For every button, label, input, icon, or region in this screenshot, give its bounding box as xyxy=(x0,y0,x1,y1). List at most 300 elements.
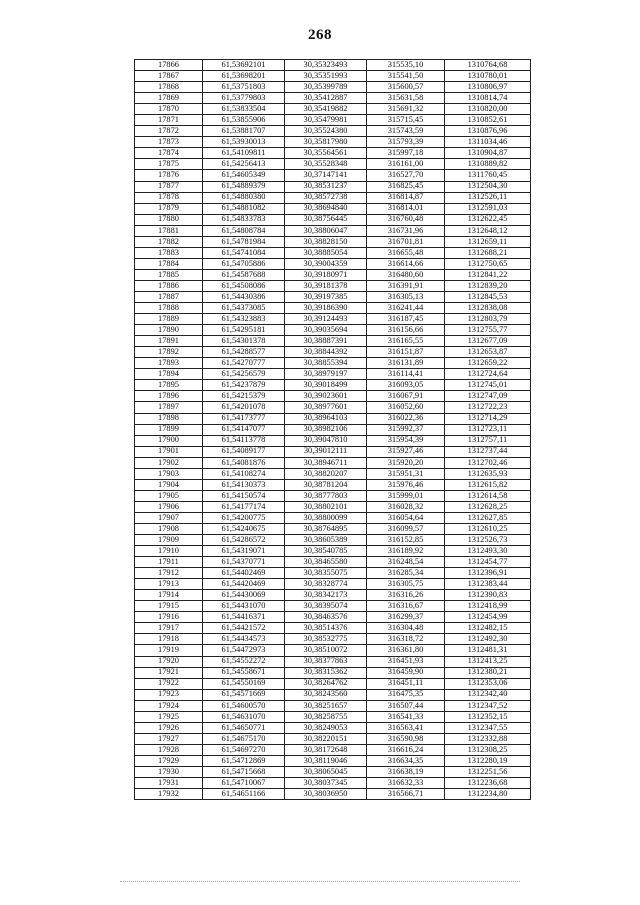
latitude-cell: 61,54240675 xyxy=(203,523,285,534)
table-row xyxy=(135,369,531,380)
table-row xyxy=(135,203,531,214)
x-coordinate-cell: 316825,45 xyxy=(367,181,445,192)
latitude-cell: 61,54715668 xyxy=(203,767,285,778)
table-row xyxy=(135,93,531,104)
longitude-cell: 30,38264762 xyxy=(285,678,367,689)
longitude-cell: 30,38964103 xyxy=(285,413,367,424)
point-number-cell: 17872 xyxy=(135,126,203,137)
longitude-cell: 30,35399789 xyxy=(285,82,367,93)
latitude-cell: 61,54508086 xyxy=(203,280,285,291)
latitude-cell: 61,54215379 xyxy=(203,391,285,402)
point-number-cell: 17907 xyxy=(135,512,203,523)
table-row xyxy=(135,391,531,402)
latitude-cell: 61,54173777 xyxy=(203,413,285,424)
table-row xyxy=(135,767,531,778)
longitude-cell: 30,38395074 xyxy=(285,601,367,612)
longitude-cell: 30,39023601 xyxy=(285,391,367,402)
point-number-cell: 17922 xyxy=(135,678,203,689)
latitude-cell: 61,54147077 xyxy=(203,424,285,435)
longitude-cell: 30,38463576 xyxy=(285,612,367,623)
latitude-cell: 61,54113778 xyxy=(203,435,285,446)
point-number-cell: 17921 xyxy=(135,667,203,678)
x-coordinate-cell: 316814,87 xyxy=(367,192,445,203)
longitude-cell: 30,38243560 xyxy=(285,689,367,700)
point-number-cell: 17899 xyxy=(135,424,203,435)
longitude-cell: 30,35412887 xyxy=(285,93,367,104)
point-number-cell: 17895 xyxy=(135,380,203,391)
latitude-cell: 61,54833783 xyxy=(203,214,285,225)
table-row xyxy=(135,225,531,236)
longitude-cell: 30,39047810 xyxy=(285,435,367,446)
y-coordinate-cell: 1312454,77 xyxy=(445,557,531,568)
x-coordinate-cell: 316093,05 xyxy=(367,380,445,391)
table-row xyxy=(135,711,531,722)
point-number-cell: 17874 xyxy=(135,148,203,159)
x-coordinate-cell: 316814,01 xyxy=(367,203,445,214)
table-row xyxy=(135,325,531,336)
point-number-cell: 17917 xyxy=(135,623,203,634)
latitude-cell: 61,54587688 xyxy=(203,269,285,280)
point-number-cell: 17879 xyxy=(135,203,203,214)
point-number-cell: 17900 xyxy=(135,435,203,446)
point-number-cell: 17913 xyxy=(135,579,203,590)
point-number-cell: 17918 xyxy=(135,634,203,645)
table-row xyxy=(135,424,531,435)
y-coordinate-cell: 1310814,74 xyxy=(445,93,531,104)
longitude-cell: 30,38694840 xyxy=(285,203,367,214)
longitude-cell: 30,38342173 xyxy=(285,590,367,601)
point-number-cell: 17903 xyxy=(135,468,203,479)
y-coordinate-cell: 1312677,09 xyxy=(445,336,531,347)
table-row xyxy=(135,280,531,291)
table-row xyxy=(135,402,531,413)
y-coordinate-cell: 1312628,25 xyxy=(445,501,531,512)
longitude-cell: 30,39004359 xyxy=(285,258,367,269)
table-row xyxy=(135,667,531,678)
point-number-cell: 17911 xyxy=(135,557,203,568)
latitude-cell: 61,54256413 xyxy=(203,159,285,170)
table-row xyxy=(135,214,531,225)
longitude-cell: 30,38844392 xyxy=(285,347,367,358)
y-coordinate-cell: 1312723,11 xyxy=(445,424,531,435)
longitude-cell: 30,35817980 xyxy=(285,137,367,148)
x-coordinate-cell: 316451,11 xyxy=(367,678,445,689)
x-coordinate-cell: 316563,41 xyxy=(367,722,445,733)
y-coordinate-cell: 1312352,15 xyxy=(445,711,531,722)
y-coordinate-cell: 1312615,82 xyxy=(445,479,531,490)
y-coordinate-cell: 1310889,82 xyxy=(445,159,531,170)
latitude-cell: 61,54109811 xyxy=(203,148,285,159)
point-number-cell: 17924 xyxy=(135,700,203,711)
latitude-cell: 61,54650771 xyxy=(203,722,285,733)
longitude-cell: 30,38355075 xyxy=(285,568,367,579)
latitude-cell: 61,54301378 xyxy=(203,336,285,347)
latitude-cell: 61,54472973 xyxy=(203,645,285,656)
point-number-cell: 17897 xyxy=(135,402,203,413)
coordinates-table xyxy=(134,59,531,800)
point-number-cell: 17901 xyxy=(135,446,203,457)
x-coordinate-cell: 316054,64 xyxy=(367,512,445,523)
y-coordinate-cell: 1312390,83 xyxy=(445,590,531,601)
table-row xyxy=(135,303,531,314)
x-coordinate-cell: 316052,60 xyxy=(367,402,445,413)
longitude-cell: 30,38510072 xyxy=(285,645,367,656)
y-coordinate-cell: 1312308,25 xyxy=(445,744,531,755)
latitude-cell: 61,54605349 xyxy=(203,170,285,181)
y-coordinate-cell: 1310820,00 xyxy=(445,104,531,115)
y-coordinate-cell: 1312659,11 xyxy=(445,236,531,247)
y-coordinate-cell: 1312481,31 xyxy=(445,645,531,656)
x-coordinate-cell: 316285,34 xyxy=(367,568,445,579)
point-number-cell: 17892 xyxy=(135,347,203,358)
y-coordinate-cell: 1310764,68 xyxy=(445,60,531,71)
latitude-cell: 61,54705886 xyxy=(203,258,285,269)
longitude-cell: 30,35524380 xyxy=(285,126,367,137)
longitude-cell: 30,38946711 xyxy=(285,457,367,468)
longitude-cell: 30,38756445 xyxy=(285,214,367,225)
latitude-cell: 61,54108274 xyxy=(203,468,285,479)
y-coordinate-cell: 1312234,80 xyxy=(445,789,531,800)
x-coordinate-cell: 316391,91 xyxy=(367,280,445,291)
latitude-cell: 61,54402469 xyxy=(203,568,285,579)
y-coordinate-cell: 1312251,56 xyxy=(445,767,531,778)
longitude-cell: 30,38036950 xyxy=(285,789,367,800)
x-coordinate-cell: 315954,39 xyxy=(367,435,445,446)
latitude-cell: 61,54710067 xyxy=(203,778,285,789)
y-coordinate-cell: 1312659,22 xyxy=(445,358,531,369)
y-coordinate-cell: 1312347,55 xyxy=(445,722,531,733)
table-row xyxy=(135,159,531,170)
x-coordinate-cell: 316241,44 xyxy=(367,303,445,314)
longitude-cell: 30,38806047 xyxy=(285,225,367,236)
latitude-cell: 61,54550169 xyxy=(203,678,285,689)
table-row xyxy=(135,523,531,534)
y-coordinate-cell: 1312418,99 xyxy=(445,601,531,612)
latitude-cell: 61,54430386 xyxy=(203,291,285,302)
point-number-cell: 17909 xyxy=(135,535,203,546)
table-row xyxy=(135,468,531,479)
y-coordinate-cell: 1312353,06 xyxy=(445,678,531,689)
point-number-cell: 17881 xyxy=(135,225,203,236)
latitude-cell: 61,53881707 xyxy=(203,126,285,137)
longitude-cell: 30,38572738 xyxy=(285,192,367,203)
longitude-cell: 30,38119046 xyxy=(285,755,367,766)
point-number-cell: 17898 xyxy=(135,413,203,424)
table-row xyxy=(135,634,531,645)
table-row xyxy=(135,612,531,623)
point-number-cell: 17914 xyxy=(135,590,203,601)
longitude-cell: 30,35419882 xyxy=(285,104,367,115)
point-number-cell: 17882 xyxy=(135,236,203,247)
x-coordinate-cell: 316566,71 xyxy=(367,789,445,800)
point-number-cell: 17904 xyxy=(135,479,203,490)
point-number-cell: 17929 xyxy=(135,755,203,766)
point-number-cell: 17889 xyxy=(135,314,203,325)
y-coordinate-cell: 1312280,19 xyxy=(445,755,531,766)
table-row xyxy=(135,535,531,546)
y-coordinate-cell: 1310876,96 xyxy=(445,126,531,137)
point-number-cell: 17878 xyxy=(135,192,203,203)
x-coordinate-cell: 315600,57 xyxy=(367,82,445,93)
latitude-cell: 61,54150574 xyxy=(203,490,285,501)
table-row xyxy=(135,700,531,711)
x-coordinate-cell: 316299,37 xyxy=(367,612,445,623)
point-number-cell: 17925 xyxy=(135,711,203,722)
table-row xyxy=(135,546,531,557)
longitude-cell: 30,38777803 xyxy=(285,490,367,501)
table-row xyxy=(135,645,531,656)
y-coordinate-cell: 1311034,46 xyxy=(445,137,531,148)
longitude-cell: 30,38531237 xyxy=(285,181,367,192)
point-number-cell: 17884 xyxy=(135,258,203,269)
point-number-cell: 17915 xyxy=(135,601,203,612)
longitude-cell: 30,38220151 xyxy=(285,733,367,744)
latitude-cell: 61,53751803 xyxy=(203,82,285,93)
y-coordinate-cell: 1312747,09 xyxy=(445,391,531,402)
x-coordinate-cell: 316614,66 xyxy=(367,258,445,269)
point-number-cell: 17887 xyxy=(135,291,203,302)
longitude-cell: 30,39186390 xyxy=(285,303,367,314)
table-row xyxy=(135,269,531,280)
longitude-cell: 30,39012111 xyxy=(285,446,367,457)
longitude-cell: 30,39180971 xyxy=(285,269,367,280)
x-coordinate-cell: 316248,54 xyxy=(367,557,445,568)
latitude-cell: 61,54130373 xyxy=(203,479,285,490)
table-row xyxy=(135,358,531,369)
latitude-cell: 61,53833504 xyxy=(203,104,285,115)
point-number-cell: 17906 xyxy=(135,501,203,512)
table-row xyxy=(135,104,531,115)
latitude-cell: 61,54370771 xyxy=(203,557,285,568)
latitude-cell: 61,54781984 xyxy=(203,236,285,247)
x-coordinate-cell: 315793,39 xyxy=(367,137,445,148)
y-coordinate-cell: 1312347,52 xyxy=(445,700,531,711)
longitude-cell: 30,35351993 xyxy=(285,71,367,82)
point-number-cell: 17868 xyxy=(135,82,203,93)
point-number-cell: 17890 xyxy=(135,325,203,336)
table-row xyxy=(135,557,531,568)
longitude-cell: 30,38065045 xyxy=(285,767,367,778)
page-number: 268 xyxy=(308,27,332,43)
table-row xyxy=(135,601,531,612)
latitude-cell: 61,54256579 xyxy=(203,369,285,380)
x-coordinate-cell: 316316,26 xyxy=(367,590,445,601)
x-coordinate-cell: 316655,48 xyxy=(367,247,445,258)
longitude-cell: 30,38251657 xyxy=(285,700,367,711)
y-coordinate-cell: 1312383,44 xyxy=(445,579,531,590)
table-row xyxy=(135,579,531,590)
point-number-cell: 17871 xyxy=(135,115,203,126)
point-number-cell: 17928 xyxy=(135,744,203,755)
point-number-cell: 17894 xyxy=(135,369,203,380)
table-row xyxy=(135,347,531,358)
longitude-cell: 30,37147141 xyxy=(285,170,367,181)
x-coordinate-cell: 315541,50 xyxy=(367,71,445,82)
x-coordinate-cell: 315535,10 xyxy=(367,60,445,71)
point-number-cell: 17912 xyxy=(135,568,203,579)
latitude-cell: 61,54420469 xyxy=(203,579,285,590)
longitude-cell: 30,38982106 xyxy=(285,424,367,435)
latitude-cell: 61,53692101 xyxy=(203,60,285,71)
x-coordinate-cell: 316638,19 xyxy=(367,767,445,778)
x-coordinate-cell: 315992,37 xyxy=(367,424,445,435)
table-row xyxy=(135,71,531,82)
point-number-cell: 17923 xyxy=(135,689,203,700)
longitude-cell: 30,38820207 xyxy=(285,468,367,479)
longitude-cell: 30,38465580 xyxy=(285,557,367,568)
x-coordinate-cell: 316131,89 xyxy=(367,358,445,369)
x-coordinate-cell: 316304,48 xyxy=(367,623,445,634)
table-row xyxy=(135,170,531,181)
latitude-cell: 61,54295181 xyxy=(203,325,285,336)
y-coordinate-cell: 1310806,97 xyxy=(445,82,531,93)
point-number-cell: 17920 xyxy=(135,656,203,667)
latitude-cell: 61,54089177 xyxy=(203,446,285,457)
table-row xyxy=(135,744,531,755)
table-row xyxy=(135,755,531,766)
longitude-cell: 30,39197385 xyxy=(285,291,367,302)
y-coordinate-cell: 1312714,29 xyxy=(445,413,531,424)
latitude-cell: 61,54286572 xyxy=(203,535,285,546)
latitude-cell: 61,54675170 xyxy=(203,733,285,744)
latitude-cell: 61,54319071 xyxy=(203,546,285,557)
y-coordinate-cell: 1312627,85 xyxy=(445,512,531,523)
y-coordinate-cell: 1312841,22 xyxy=(445,269,531,280)
longitude-cell: 30,39124493 xyxy=(285,314,367,325)
point-number-cell: 17867 xyxy=(135,71,203,82)
table-row xyxy=(135,435,531,446)
table-row xyxy=(135,291,531,302)
point-number-cell: 17873 xyxy=(135,137,203,148)
latitude-cell: 61,54651166 xyxy=(203,789,285,800)
point-number-cell: 17927 xyxy=(135,733,203,744)
x-coordinate-cell: 316305,13 xyxy=(367,291,445,302)
x-coordinate-cell: 316152,85 xyxy=(367,535,445,546)
latitude-cell: 61,54237879 xyxy=(203,380,285,391)
x-coordinate-cell: 315999,01 xyxy=(367,490,445,501)
point-number-cell: 17883 xyxy=(135,247,203,258)
x-coordinate-cell: 315997,18 xyxy=(367,148,445,159)
x-coordinate-cell: 316507,44 xyxy=(367,700,445,711)
table-row xyxy=(135,258,531,269)
point-number-cell: 17866 xyxy=(135,60,203,71)
longitude-cell: 30,38328774 xyxy=(285,579,367,590)
longitude-cell: 30,35528348 xyxy=(285,159,367,170)
longitude-cell: 30,38037345 xyxy=(285,778,367,789)
y-coordinate-cell: 1312591,03 xyxy=(445,203,531,214)
longitude-cell: 30,39035694 xyxy=(285,325,367,336)
x-coordinate-cell: 316165,55 xyxy=(367,336,445,347)
y-coordinate-cell: 1312504,30 xyxy=(445,181,531,192)
x-coordinate-cell: 316451,93 xyxy=(367,656,445,667)
x-coordinate-cell: 316161,00 xyxy=(367,159,445,170)
coordinates-table-body xyxy=(135,60,531,800)
point-number-cell: 17908 xyxy=(135,523,203,534)
x-coordinate-cell: 316318,72 xyxy=(367,634,445,645)
longitude-cell: 30,38540785 xyxy=(285,546,367,557)
x-coordinate-cell: 316189,92 xyxy=(367,546,445,557)
longitude-cell: 30,38258755 xyxy=(285,711,367,722)
longitude-cell: 30,38532775 xyxy=(285,634,367,645)
longitude-cell: 30,38172648 xyxy=(285,744,367,755)
x-coordinate-cell: 315927,46 xyxy=(367,446,445,457)
latitude-cell: 61,54631070 xyxy=(203,711,285,722)
table-row xyxy=(135,60,531,71)
longitude-cell: 30,38377863 xyxy=(285,656,367,667)
y-coordinate-cell: 1312648,12 xyxy=(445,225,531,236)
y-coordinate-cell: 1312755,77 xyxy=(445,325,531,336)
table-row xyxy=(135,678,531,689)
latitude-cell: 61,54200775 xyxy=(203,512,285,523)
x-coordinate-cell: 316114,41 xyxy=(367,369,445,380)
y-coordinate-cell: 1312493,30 xyxy=(445,546,531,557)
table-row xyxy=(135,457,531,468)
point-number-cell: 17888 xyxy=(135,303,203,314)
latitude-cell: 61,54323883 xyxy=(203,314,285,325)
longitude-cell: 30,39181378 xyxy=(285,280,367,291)
x-coordinate-cell: 316459,90 xyxy=(367,667,445,678)
table-row xyxy=(135,722,531,733)
latitude-cell: 61,54177174 xyxy=(203,501,285,512)
table-row xyxy=(135,446,531,457)
latitude-cell: 61,54741084 xyxy=(203,247,285,258)
latitude-cell: 61,54889379 xyxy=(203,181,285,192)
y-coordinate-cell: 1312688,21 xyxy=(445,247,531,258)
point-number-cell: 17886 xyxy=(135,280,203,291)
x-coordinate-cell: 316632,33 xyxy=(367,778,445,789)
point-number-cell: 17919 xyxy=(135,645,203,656)
y-coordinate-cell: 1310852,61 xyxy=(445,115,531,126)
table-row xyxy=(135,126,531,137)
table-row xyxy=(135,656,531,667)
x-coordinate-cell: 316527,70 xyxy=(367,170,445,181)
y-coordinate-cell: 1312750,65 xyxy=(445,258,531,269)
y-coordinate-cell: 1312614,58 xyxy=(445,490,531,501)
point-number-cell: 17880 xyxy=(135,214,203,225)
x-coordinate-cell: 315920,20 xyxy=(367,457,445,468)
longitude-cell: 30,38605389 xyxy=(285,535,367,546)
x-coordinate-cell: 316067,91 xyxy=(367,391,445,402)
table-row xyxy=(135,336,531,347)
table-row xyxy=(135,512,531,523)
y-coordinate-cell: 1312622,45 xyxy=(445,214,531,225)
y-coordinate-cell: 1312396,91 xyxy=(445,568,531,579)
x-coordinate-cell: 316361,80 xyxy=(367,645,445,656)
x-coordinate-cell: 316022,36 xyxy=(367,413,445,424)
longitude-cell: 30,38781204 xyxy=(285,479,367,490)
table-row xyxy=(135,137,531,148)
point-number-cell: 17905 xyxy=(135,490,203,501)
latitude-cell: 61,54081876 xyxy=(203,457,285,468)
y-coordinate-cell: 1310780,01 xyxy=(445,71,531,82)
y-coordinate-cell: 1311760,45 xyxy=(445,170,531,181)
longitude-cell: 30,38800099 xyxy=(285,512,367,523)
y-coordinate-cell: 1312492,30 xyxy=(445,634,531,645)
longitude-cell: 30,38802101 xyxy=(285,501,367,512)
point-number-cell: 17896 xyxy=(135,391,203,402)
y-coordinate-cell: 1312413,25 xyxy=(445,656,531,667)
y-coordinate-cell: 1312737,44 xyxy=(445,446,531,457)
y-coordinate-cell: 1312653,87 xyxy=(445,347,531,358)
x-coordinate-cell: 316156,66 xyxy=(367,325,445,336)
table-row xyxy=(135,413,531,424)
point-number-cell: 17910 xyxy=(135,546,203,557)
longitude-cell: 30,38315362 xyxy=(285,667,367,678)
y-coordinate-cell: 1312332,88 xyxy=(445,733,531,744)
table-row xyxy=(135,623,531,634)
x-coordinate-cell: 315691,32 xyxy=(367,104,445,115)
point-number-cell: 17930 xyxy=(135,767,203,778)
